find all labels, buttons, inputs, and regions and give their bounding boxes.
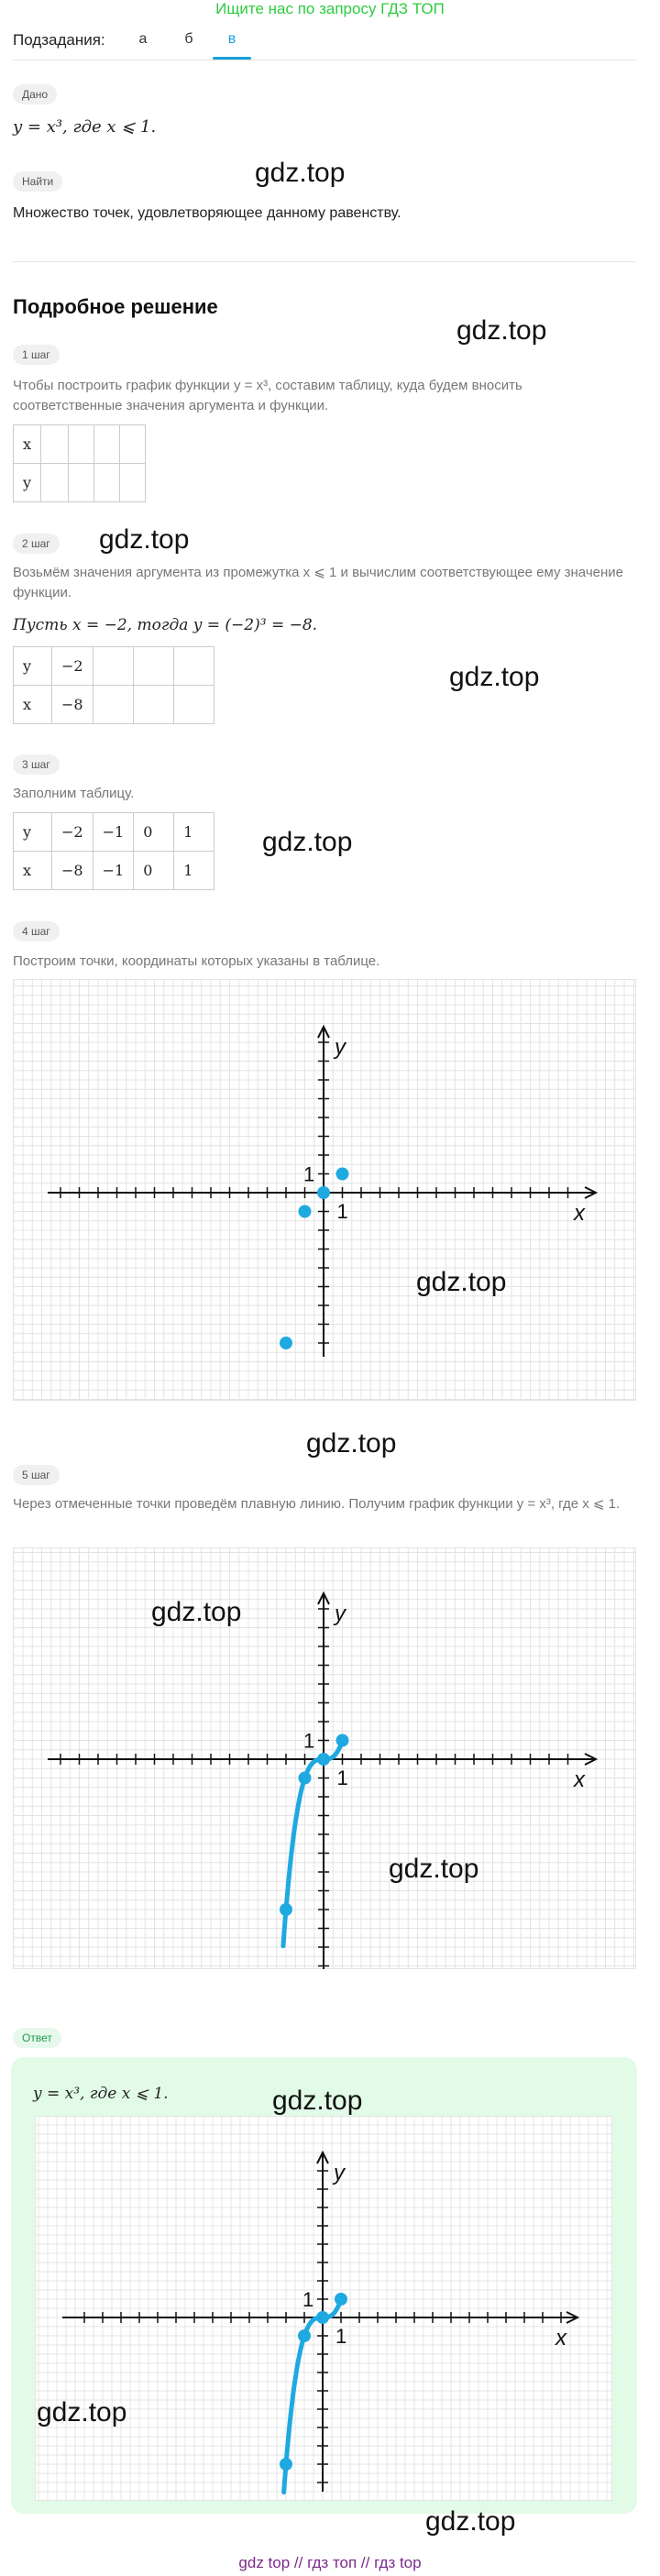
table-cell: −8 bbox=[52, 686, 94, 724]
subtasks-label: Подзадания: bbox=[13, 31, 105, 49]
table-cell: −1 bbox=[93, 813, 134, 852]
step4-text: Построим точки, координаты которых указаны в таблице. bbox=[13, 953, 380, 969]
x-tick-label: 1 bbox=[336, 1200, 348, 1223]
table-cell: 1 bbox=[174, 813, 214, 852]
table-cell: x bbox=[14, 425, 41, 464]
data-point bbox=[280, 1903, 292, 1916]
table-cell: −2 bbox=[52, 647, 94, 686]
tabs-divider bbox=[13, 60, 636, 61]
watermark: gdz.top bbox=[262, 827, 353, 857]
function-curve bbox=[284, 2299, 341, 2493]
step2-formula: Пусть x = −2, тогда y = (−2)³ = −8. bbox=[13, 616, 318, 634]
table-cell: y bbox=[14, 647, 52, 686]
watermark: gdz.top bbox=[456, 315, 547, 346]
find-pill: Найти bbox=[13, 171, 62, 192]
data-point bbox=[317, 1186, 330, 1199]
tab-a[interactable]: а bbox=[138, 31, 148, 47]
step5-pill: 5 шаг bbox=[13, 1465, 60, 1485]
step1-text: Чтобы построить график функции y = x³, составим таблицу, куда будем вносить соответственные значения аргумента и функции. bbox=[13, 378, 522, 413]
table-cell bbox=[94, 464, 120, 502]
step5-text: Через отмеченные точки проведём плавную линию. Получим график функции y = x³, где x ⩽ 1. bbox=[13, 1496, 621, 1512]
y-axis-label: y bbox=[334, 2161, 345, 2185]
table-cell: −2 bbox=[52, 813, 94, 852]
table-cell: x bbox=[14, 686, 52, 724]
table-row bbox=[14, 852, 214, 890]
data-point bbox=[335, 2293, 347, 2306]
active-tab-indicator bbox=[213, 57, 251, 60]
x-axis-label: x bbox=[574, 1201, 585, 1226]
graph-curve bbox=[13, 1547, 636, 1969]
step2-pill: 2 шаг bbox=[13, 534, 60, 554]
table-cell: x bbox=[14, 852, 52, 890]
watermark: gdz.top bbox=[272, 2086, 363, 2116]
table-row bbox=[14, 686, 214, 724]
top-banner[interactable]: Ищите нас по запросу ГДЗ ТОП bbox=[215, 0, 445, 17]
y-tick-label: 1 bbox=[302, 2288, 314, 2311]
watermark: gdz.top bbox=[255, 158, 346, 188]
table-cell bbox=[41, 464, 69, 502]
tab-v[interactable]: в bbox=[227, 31, 236, 47]
graph-answer bbox=[35, 2116, 612, 2501]
data-point bbox=[298, 2329, 311, 2342]
find-text: Множество точек, удовлетворяющее данному равенству. bbox=[13, 205, 402, 221]
watermark: gdz.top bbox=[389, 1854, 479, 1884]
step2-text: Возьмём значения аргумента из промежутка x ⩽ 1 и вычислим соответствующее ему значение функции. bbox=[13, 565, 623, 600]
table-cell bbox=[69, 464, 94, 502]
table-cell: 0 bbox=[134, 852, 174, 890]
watermark: gdz.top bbox=[449, 662, 540, 692]
watermark: gdz.top bbox=[151, 1597, 242, 1627]
section-divider bbox=[13, 261, 636, 262]
table-cell bbox=[133, 647, 173, 686]
watermark: gdz.top bbox=[306, 1428, 397, 1459]
footer-links[interactable]: gdz top // гдз топ // гдз top bbox=[238, 2554, 422, 2571]
solution-title: Подробное решение bbox=[13, 295, 218, 318]
table-cell bbox=[41, 425, 69, 464]
step3-text: Заполним таблицу. bbox=[13, 786, 135, 801]
data-point bbox=[336, 1168, 349, 1181]
x-tick-label: 1 bbox=[336, 1767, 348, 1789]
table-cell bbox=[93, 647, 133, 686]
table-row bbox=[14, 647, 214, 686]
table-cell bbox=[94, 425, 120, 464]
step1-pill: 1 шаг bbox=[13, 345, 60, 365]
watermark: gdz.top bbox=[416, 1267, 507, 1297]
table-cell: 1 bbox=[174, 852, 214, 890]
table-cell bbox=[133, 686, 173, 724]
data-point bbox=[336, 1734, 349, 1747]
y-tick-label: 1 bbox=[303, 1729, 315, 1753]
given-formula: y = x³, где x ⩽ 1. bbox=[13, 117, 157, 137]
table-cell bbox=[93, 686, 133, 724]
table-cell: 0 bbox=[134, 813, 174, 852]
y-axis-label: y bbox=[335, 1035, 346, 1060]
step2-table bbox=[13, 646, 214, 724]
data-point bbox=[317, 1753, 330, 1766]
answer-formula: y = x³, где x ⩽ 1. bbox=[33, 2085, 169, 2103]
table-row bbox=[14, 813, 214, 852]
data-point bbox=[280, 2458, 292, 2471]
given-pill: Дано bbox=[13, 84, 57, 105]
table-cell: y bbox=[14, 464, 41, 502]
data-point bbox=[299, 1205, 312, 1218]
step3-pill: 3 шаг bbox=[13, 754, 60, 775]
table-cell bbox=[120, 464, 146, 502]
watermark: gdz.top bbox=[425, 2506, 516, 2537]
table-row bbox=[14, 425, 146, 464]
tab-b[interactable]: б bbox=[184, 31, 193, 47]
table-cell bbox=[173, 647, 214, 686]
graph-points bbox=[13, 979, 636, 1401]
x-axis-label: x bbox=[556, 2326, 566, 2350]
data-point bbox=[316, 2311, 329, 2324]
data-point bbox=[280, 1337, 292, 1349]
watermark: gdz.top bbox=[99, 524, 190, 555]
data-point bbox=[299, 1772, 312, 1785]
table-cell bbox=[173, 686, 214, 724]
step1-table bbox=[13, 424, 146, 502]
table-cell: −1 bbox=[93, 852, 134, 890]
answer-pill: Ответ bbox=[13, 2028, 61, 2048]
table-cell: −8 bbox=[52, 852, 94, 890]
y-tick-label: 1 bbox=[303, 1162, 315, 1186]
step3-table bbox=[13, 812, 214, 890]
table-cell: y bbox=[14, 813, 52, 852]
table-row bbox=[14, 464, 146, 502]
x-tick-label: 1 bbox=[336, 2325, 347, 2348]
x-axis-label: x bbox=[574, 1767, 585, 1792]
watermark: gdz.top bbox=[37, 2397, 127, 2427]
table-cell bbox=[120, 425, 146, 464]
table-cell bbox=[69, 425, 94, 464]
step4-pill: 4 шаг bbox=[13, 921, 60, 941]
function-curve bbox=[283, 1741, 343, 1946]
y-axis-label: y bbox=[335, 1602, 346, 1626]
